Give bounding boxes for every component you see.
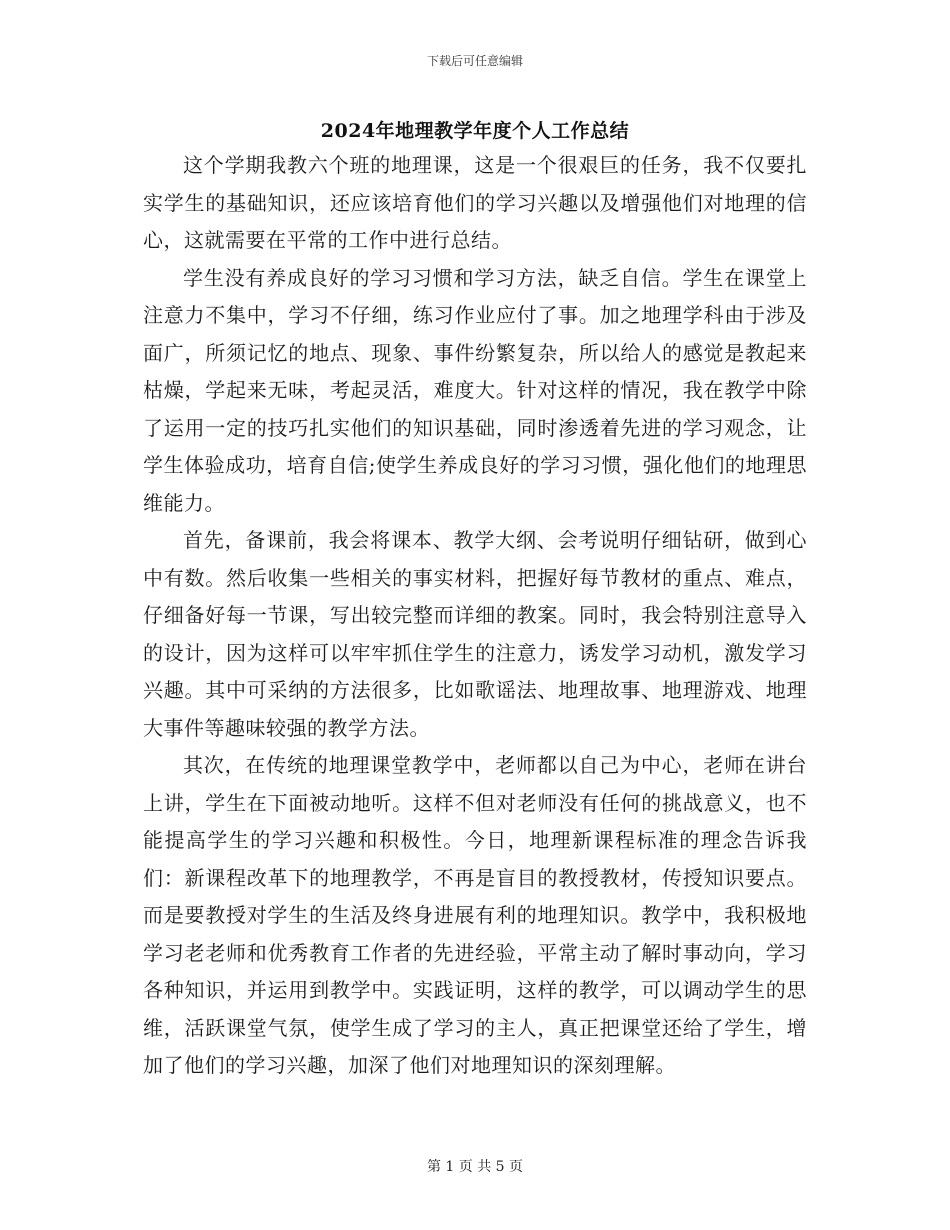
- header-note: 下载后可任意编辑: [426, 54, 523, 68]
- paragraph-1: 这个学期我教六个班的地理课，这是一个很艰巨的任务，我不仅要扎实学生的基础知识，还应该培育他们的学习兴趣以及增强他们对地理的信心，这就需要在平常的工作中进行总结。: [143, 153, 807, 252]
- paragraph-4: 其次，在传统的地理课堂教学中，老师都以自己为中心，老师在讲台上讲，学生在下面被动地听。这样不但对老师没有任何的挑战意义，也不能提高学生的学习兴趣和积极性。今日，地理新课程标准的理念告诉我们：新课程改革下的地理教学，不再是盲目的教授教材，传授知识要点。而是要教授对学生的生活及终身进展有利的地理知识。教学中，我积极地学习老老师和优秀教育工作者的先进经验，平常主动了解时事动向，学习各种知识，并运用到教学中。实践证明，这样的教学，可以调动学生的思维，活跃课堂气氛，使学生成了学习的主人，真正把课堂还给了学生，增加了他们的学习兴趣，加深了他们对地理知识的深刻理解。: [143, 753, 807, 1077]
- document-body: [143, 147, 807, 1085]
- page-number: 第 1 页 共 5 页: [426, 1159, 524, 1175]
- document-title: 2024年地理教学年度个人工作总结: [320, 120, 630, 142]
- paragraph-3: 首先，备课前，我会将课本、教学大纲、会考说明仔细钻研，做到心中有数。然后收集一些相关的事实材料，把握好每节教材的重点、难点，仔细备好每一节课，写出较完整而详细的教案。同时，我会特别注意导入的设计，因为这样可以牢牢抓住学生的注意力，诱发学习动机，激发学习兴趣。其中可采纳的方法很多，比如歌谣法、地理故事、地理游戏、地理大事件等趣味较强的教学方法。: [143, 528, 807, 740]
- paragraph-2: 学生没有养成良好的学习习惯和学习方法，缺乏自信。学生在课堂上注意力不集中，学习不仔细，练习作业应付了事。加之地理学科由于涉及面广，所须记忆的地点、现象、事件纷繁复杂，所以给人的感觉是教起来枯燥，学起来无味，考起灵活，难度大。针对这样的情况，我在教学中除了运用一定的技巧扎实他们的知识基础，同时渗透着先进的学习观念，让学生体验成功，培育自信;使学生养成良好的学习习惯，强化他们的地理思维能力。: [143, 265, 807, 515]
